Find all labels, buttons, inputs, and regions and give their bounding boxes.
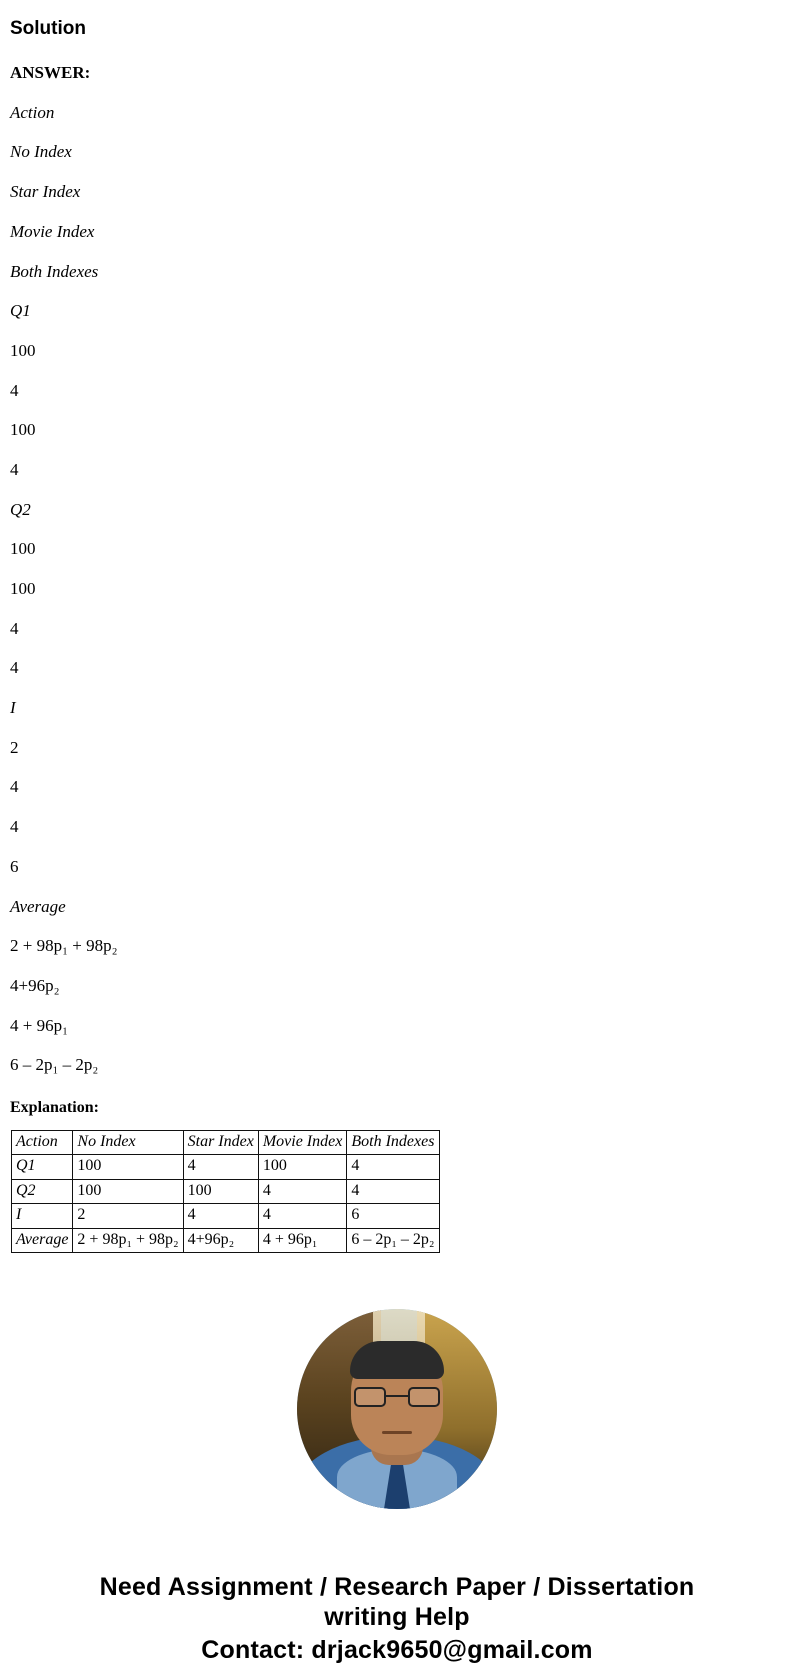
table-cell: 4 — [347, 1155, 439, 1179]
table-row-header: Q2 — [12, 1179, 73, 1203]
page-top-clip — [10, 0, 784, 4]
answer-line: Q2 — [10, 499, 31, 519]
avatar-hair — [350, 1341, 444, 1379]
answer-line: 6 — [10, 856, 19, 876]
answer-line: 100 — [10, 539, 36, 559]
formula-line: 6 – 2p₁ – 2p₂ — [10, 1055, 99, 1075]
answer-line: Star Index — [10, 182, 81, 202]
answer-line: 4 — [10, 380, 19, 400]
answer-line: Movie Index — [10, 221, 95, 241]
glasses-right-lens — [408, 1387, 440, 1407]
answer-line: 4 — [10, 459, 19, 479]
answer-line: 4 — [10, 618, 19, 638]
footer-line-1: Need Assignment / Research Paper / Dissertation — [99, 1572, 695, 1601]
table-row-header: I — [12, 1204, 73, 1228]
formula-line: 2 + 98p₁ + 98p₂ — [10, 936, 118, 956]
table-cell: 100 — [73, 1179, 183, 1203]
table-cell: 4+96p₂ — [183, 1228, 258, 1252]
glasses-bridge — [386, 1395, 408, 1397]
table-column-header: No Index — [73, 1130, 183, 1154]
answer-lines-list — [10, 104, 784, 916]
table-row-header: Q1 — [12, 1155, 73, 1179]
answer-line: 100 — [10, 579, 36, 599]
table-cell: 4 — [258, 1179, 347, 1203]
table-column-header: Movie Index — [258, 1130, 347, 1154]
formula-line: 4 + 96p₁ — [10, 1015, 69, 1035]
results-table — [11, 1130, 440, 1253]
table-cell: 100 — [258, 1155, 347, 1179]
footer-contact — [10, 1572, 784, 1665]
table-column-header: Both Indexes — [347, 1130, 439, 1154]
footer-line-3: Contact: drjack9650@gmail.com — [201, 1635, 593, 1664]
table-cell: 4 — [258, 1204, 347, 1228]
table-cell: 2 — [73, 1204, 183, 1228]
avatar-section — [10, 1309, 784, 1514]
answer-line: 4 — [10, 658, 19, 678]
answer-line: I — [10, 698, 16, 718]
answer-line: 100 — [10, 340, 36, 360]
answer-line: 100 — [10, 420, 36, 440]
table-column-header: Action — [12, 1130, 73, 1154]
table-row-header: Average — [12, 1228, 73, 1252]
answer-line: 4 — [10, 817, 19, 837]
formula-line: 4+96p₂ — [10, 975, 60, 995]
table-cell: 4 — [347, 1179, 439, 1203]
table-cell: 4 + 96p₁ — [258, 1228, 347, 1252]
table-header-row — [12, 1130, 440, 1154]
answer-line: 4 — [10, 777, 19, 797]
table-column-header: Star Index — [183, 1130, 258, 1154]
answer-line: No Index — [10, 142, 72, 162]
explanation-label: Explanation: — [10, 1098, 99, 1116]
table-row — [12, 1155, 440, 1179]
avatar-mouth — [382, 1431, 412, 1434]
table-row — [12, 1204, 440, 1228]
answer-line: Both Indexes — [10, 261, 99, 281]
answer-line: Average — [10, 896, 66, 916]
table-row — [12, 1179, 440, 1203]
answer-line: 2 — [10, 737, 19, 757]
table-cell: 100 — [73, 1155, 183, 1179]
answer-line: Action — [10, 102, 55, 122]
formula-lines-list — [10, 937, 784, 1075]
glasses-left-lens — [354, 1387, 386, 1407]
table-cell: 100 — [183, 1179, 258, 1203]
table-cell: 6 – 2p₁ – 2p₂ — [347, 1228, 439, 1252]
avatar — [297, 1309, 497, 1509]
glasses-icon — [354, 1387, 440, 1407]
answer-label: ANSWER: — [10, 62, 91, 82]
table-cell: 2 + 98p₁ + 98p₂ — [73, 1228, 183, 1252]
page-title: Solution — [10, 18, 86, 39]
table-cell: 6 — [347, 1204, 439, 1228]
table-cell: 4 — [183, 1155, 258, 1179]
table-row — [12, 1228, 440, 1252]
table-cell: 4 — [183, 1204, 258, 1228]
footer-line-2: writing Help — [324, 1602, 470, 1631]
answer-line: Q1 — [10, 301, 31, 321]
